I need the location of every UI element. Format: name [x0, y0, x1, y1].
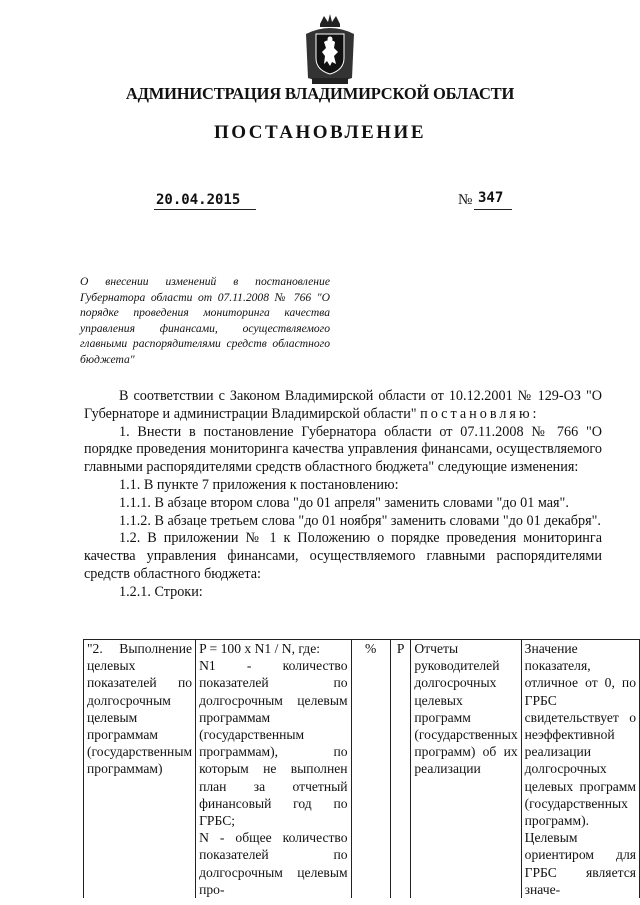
- indicator-name-cell: "2. Выполнение целевых показателей по долгосрочным целевым программам (государственным программам): [84, 640, 196, 899]
- resolution-keyword: постановляю:: [420, 405, 540, 422]
- body-paragraph-5: 1.1.2. В абзаце третьем слова "до 01 ноября" заменить словами "до 01 декабря".: [119, 512, 601, 529]
- code-cell: Р: [390, 640, 411, 899]
- body-paragraph-7: 1.2.1. Строки:: [119, 583, 203, 600]
- body-paragraph-4: 1.1.1. В абзаце втором слова "до 01 апреля" заменить словами "до 01 мая".: [119, 494, 569, 511]
- document-body: [84, 388, 602, 602]
- comment-cell: Значение показателя, отличное от 0, по ГРБС свидетельствует о неэффективной реализации долгосрочных целевых программ (государственных программ). Целевым ориентиром для ГРБС является значе-: [521, 640, 639, 899]
- date-underline: [154, 209, 256, 210]
- document-type: ПОСТАНОВЛЕНИЕ: [213, 122, 427, 143]
- unit-cell: %: [351, 640, 390, 899]
- number-label: №: [458, 192, 473, 208]
- coat-of-arms-icon: [300, 12, 360, 92]
- source-cell: Отчеты руководителей долгосрочных целевых программ (государственных программ) об их реализации: [411, 640, 521, 899]
- document-subject: О внесении изменений в постановление Губернатора области от 07.11.2008 № 766 "О порядке проведения мониторинга качества управления финансами, осуществляемого главными распорядителями средств областного бюджета": [80, 275, 330, 366]
- formula-n1-text: N1 - количество показателей по долгосрочным целевым программам (государственным программам), по которым не выполнен план за отчетный финансовый год по ГРБС;: [199, 658, 348, 829]
- formula-text: P = 100 x N1 / N, где:: [199, 641, 321, 656]
- table-row: [84, 640, 640, 899]
- document-date: 20.04.2015: [156, 192, 241, 208]
- body-paragraph-6: 1.2. В приложении № 1 к Положению о порядке проведения мониторинга качества управления финансами, осуществляемого главными распорядителями средств областного бюджета:: [84, 530, 602, 582]
- body-paragraph-1: [84, 388, 602, 424]
- organization-title: АДМИНИСТРАЦИЯ ВЛАДИМИРСКОЙ ОБЛАСТИ: [125, 84, 515, 103]
- formula-cell: [196, 640, 351, 899]
- number-underline: [474, 209, 512, 210]
- amendment-table: [83, 639, 640, 898]
- body-paragraph-2: 1. Внести в постановление Губернатора области от 07.11.2008 № 766 "О порядке проведения мониторинга качества управления финансами, осуществляемого главными распорядителями средств областного бюджета" следующие изменения:: [84, 423, 602, 476]
- document-number: 347: [478, 190, 504, 206]
- formula-n-text: N - общее количество показателей по долгосрочным целевым про-: [199, 830, 348, 897]
- body-paragraph-1-text: В соответствии с Законом Владимирской области от 10.12.2001 № 129-ОЗ "О Губернаторе и администрации Владимирской области": [84, 388, 602, 422]
- body-paragraph-3: 1.1. В пункте 7 приложения к постановлению:: [119, 476, 399, 493]
